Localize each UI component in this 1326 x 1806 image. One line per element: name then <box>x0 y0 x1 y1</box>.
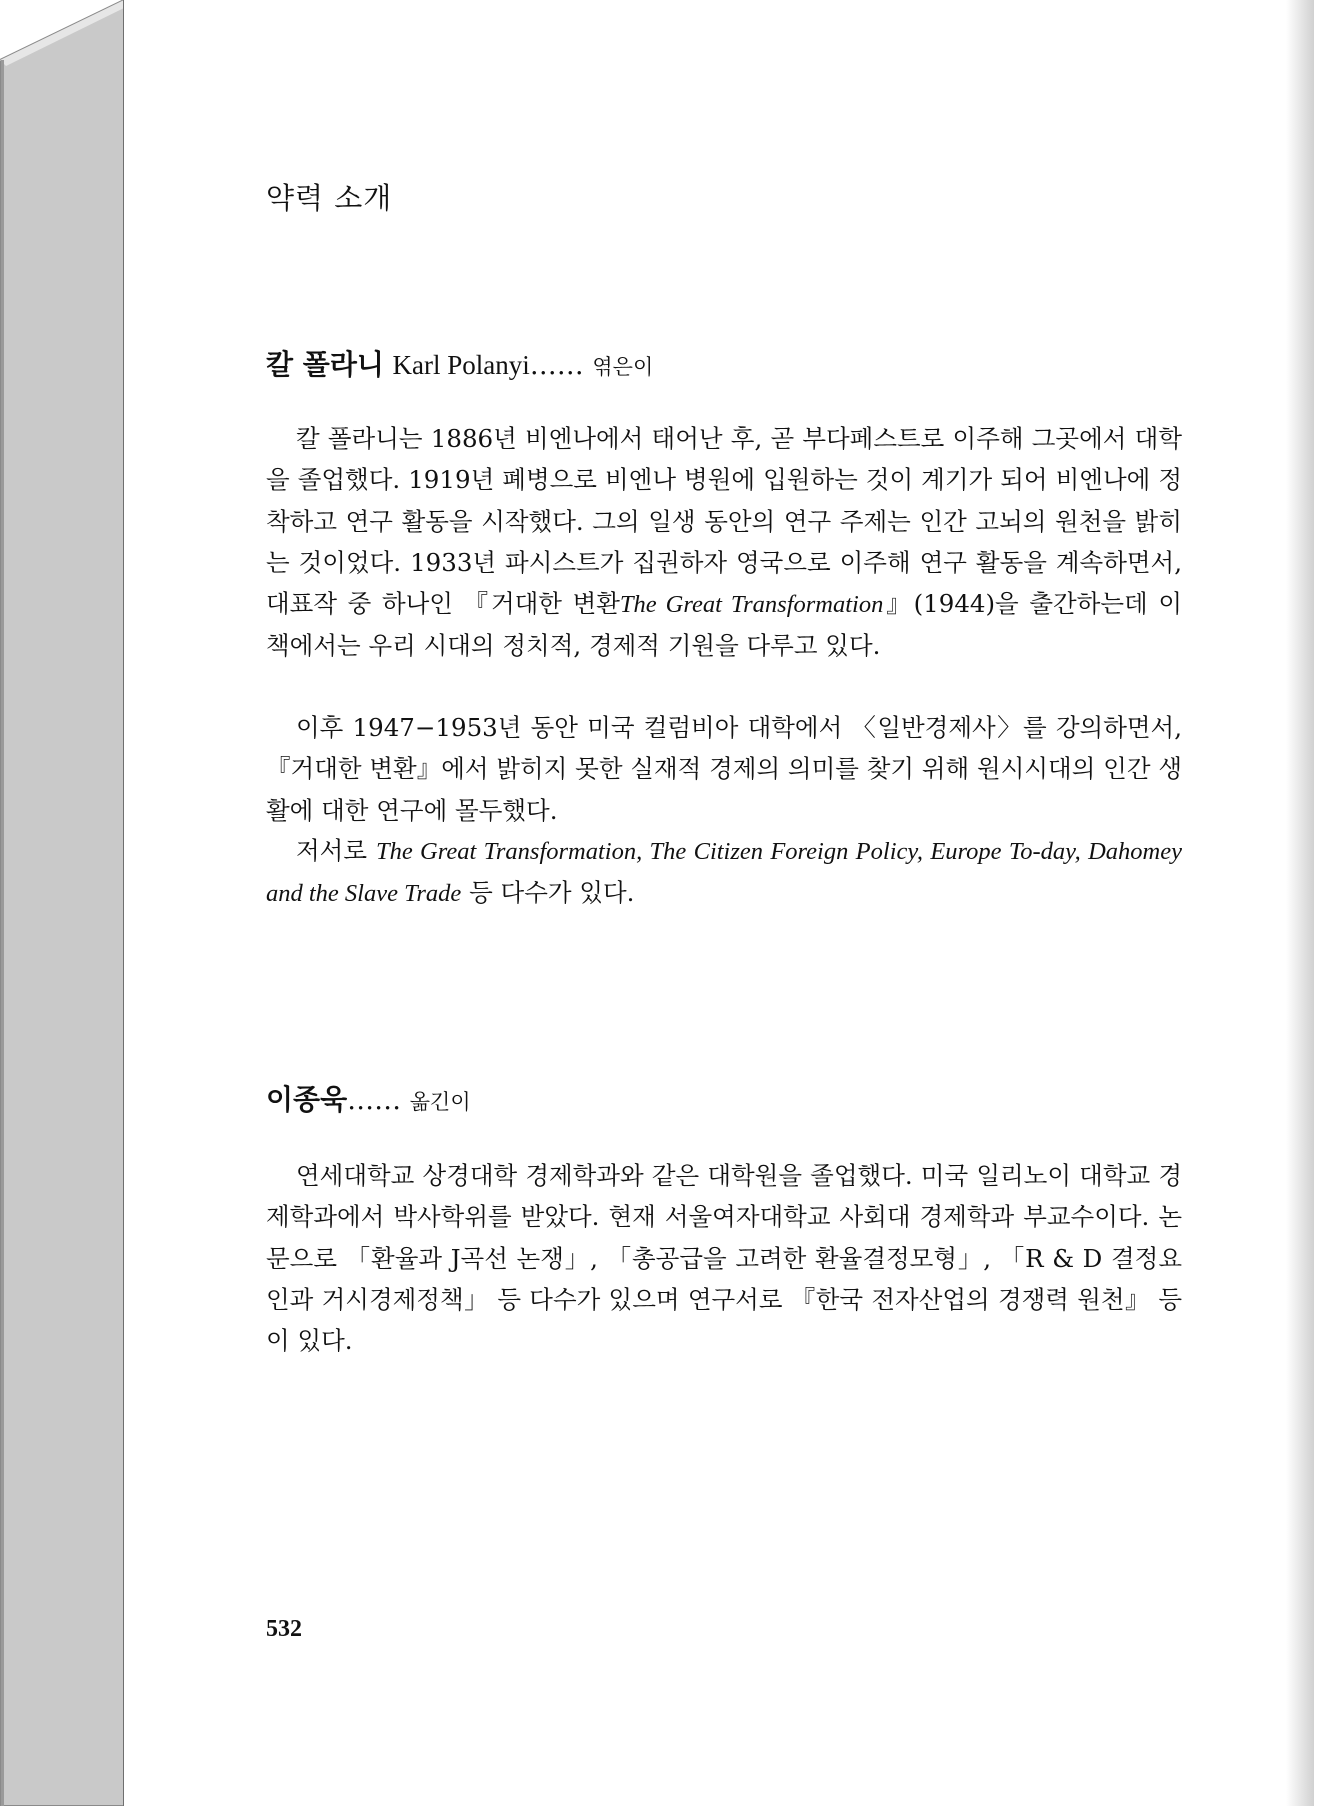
translator-heading <box>266 1078 471 1118</box>
page-number: 532 <box>266 1616 302 1642</box>
translator-dots: …… <box>347 1085 402 1116</box>
editor-role: 엮은이 <box>592 355 654 379</box>
editor-name-en: Karl Polanyi <box>392 350 530 380</box>
translator-role: 옮긴이 <box>409 1090 471 1114</box>
translator-bio-paragraph: 연세대학교 상경대학 경제학과와 같은 대학원을 졸업했다. 미국 일리노이 대학교 경제학과에서 박사학위를 받았다. 현재 서울여자대학교 사회대 경제학과 부교수이다. 논문으로 「환율과 J곡선 논쟁」, 「총공급을 고려한 환율결정모형」, 「R & D 결정요인과 거시경제정책」 등 다수가 있으며 연구서로 『한국 전자산업의 경쟁력 원천』 등이 있다. <box>266 1161 1182 1356</box>
editor-bio-text-1a: 칼 폴라니는 1886년 비엔나에서 태어난 후, 곧 부다페스트로 이주해 그곳에서 대학을 졸업했다. 1919년 폐병으로 비엔나 병원에 입원하는 것이 계기가 되어 비엔나에 정착하고 연구 활동을 시작했다. 그의 일생 동안의 연구 주제는 인간 고뇌의 원천을 밝히는 것이었다. 1933년 파시스트가 집권하자 영국으로 이주해 연구 활동을 계속하면서, 대표작 중 하나인 『거대한 변환 <box>266 424 1182 619</box>
editor-bio-text-3b: 등 다수가 있다. <box>461 878 635 908</box>
editor-bio-works: The Great Transformation, The Citizen Foreign Policy, Europe To-day, Dahomey and the Slave Trade <box>266 838 1182 908</box>
editor-heading <box>266 343 653 383</box>
translator-name-ko: 이종욱 <box>266 1083 348 1116</box>
editor-bio-text-1b: 』(1944)을 출간하는데 이 책에서는 우리 시대의 정치적, 경제적 기원을 다루고 있다. <box>266 589 1182 661</box>
section-title: 약력 소개 <box>266 181 393 215</box>
editor-bio-paragraph-2: 이후 1947−1953년 동안 미국 컬럼비아 대학에서 〈일반경제사〉를 강의하면서, 『거대한 변환』에서 밝히지 못한 실재적 경제의 의미를 찾기 위해 원시시대의 인간 생활에 대한 연구에 몰두했다. <box>266 713 1182 825</box>
editor-bio-book-title: The Great Transformation <box>619 591 884 619</box>
editor-name-ko: 칼 폴라니 <box>266 348 384 381</box>
page-edge-shadow <box>1286 0 1314 1806</box>
editor-bio-text-3a: 저서로 <box>296 836 376 865</box>
editor-bio-paragraph-3 <box>266 830 1182 915</box>
editor-bio-paragraph-1 <box>266 418 1182 667</box>
editor-dots: …… <box>529 350 584 381</box>
